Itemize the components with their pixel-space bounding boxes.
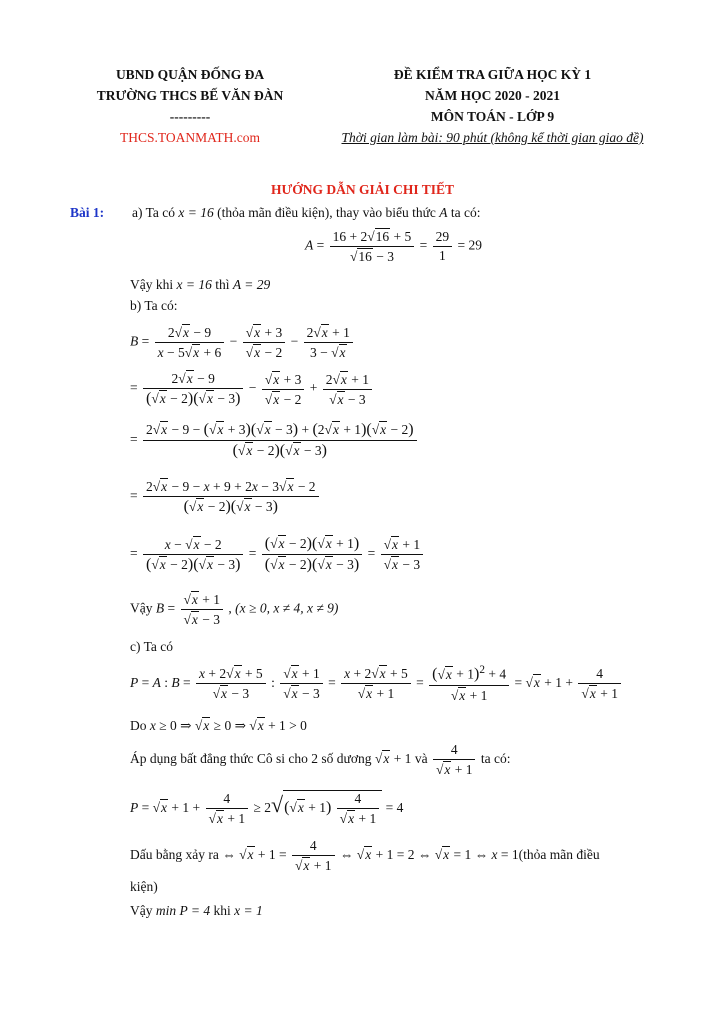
part-c-expression: P = A : B = x + 2√ x + 5 √ x − 3 : √ x + 1 √ x − 3 = x + 2√ x + 5 √ x + 1 = (√ x + 1)$^2$ + 4 √ x + 1 = √ x + 1 + 4 √ x + 1 (130, 664, 623, 704)
part-b-step2: = $\frac{2√ x - 9}{(√ x - 2)(√ x - 3)}$ − √ x + 3 √ x − 2 + 2√ x + 1 √ x − 3 (130, 370, 374, 408)
part-a-conclusion: Vậy khi x = 16 thì A = 29 (130, 277, 271, 292)
problem-label: Bài 1: (70, 205, 105, 220)
school-year: NĂM HỌC 2020 - 2021 (425, 88, 560, 103)
part-c-conclusion: Vậy min P = 4 khi x = 1 (130, 903, 263, 918)
part-b-step1: B = $\frac{2√ x - 9}{x - 5√ x + 6}$ − √ x + 3 √ x − 2 − $\frac{2√ x + 1}{3 - √ x}$ (130, 324, 355, 361)
x-value: x = 16 (178, 205, 214, 220)
part-b-intro: b) Ta có: (130, 298, 178, 313)
part-c-equality-cont: kiện) (130, 879, 158, 894)
part-a-formula: A = 16 + 2√ 16 + 5 √ 16 − 3 = $\frac{29}{1}$ = 29 (305, 228, 482, 265)
domain-condition: (x ≥ 0, x ≠ 4, x ≠ 9) (235, 600, 339, 616)
subject: MÔN TOÁN - LỚP 9 (430, 109, 555, 124)
part-b-step4: = $\frac{2√ x - 9 - x + 9 + 2x - 3√ x - 2}{(√ x - 2)(√ x - 3)}$ (130, 478, 321, 516)
part-c-equality: Dấu bằng xảy ra ⇔ √ x + 1 = 4 √ x + 1 ⇔ √ x + 1 = 2 ⇔ √ x = 1 ⇔ x = 1(thỏa mãn điều (130, 838, 600, 874)
part-c-intro: c) Ta có (130, 639, 174, 654)
website-link[interactable]: THCS.TOANMATH.com (119, 130, 260, 145)
part-b-step3: = $\frac{2√ x - 9 - (√ x + 3)(√ x - 3) + (2√ x + 1)(√ x - 2)}{(√ x - 2)(√ x - 3)}$ (130, 421, 419, 460)
time-limit: Thời gian làm bài: 90 phút (không kể thời gian giao đề) (341, 130, 644, 145)
school-name: TRƯỜNG THCS BẾ VĂN ĐÀN (96, 88, 284, 103)
header-divider: --------- (169, 109, 211, 124)
district-name: UBND QUẬN ĐỐNG ĐA (115, 67, 265, 82)
part-b-step5: = $\frac{x - √ x - 2}{(√ x - 2)(√ x - 3)}$ = $\frac{(√ x - 2)(√ x + 1)}{(√ x - 2)(√ x - 3)}$ = √ x + 1 √ x − 3 (130, 535, 425, 574)
part-a-intro: a) Ta có x = 16 (thỏa mãn điều kiện), thay vào biểu thức A ta có: (132, 205, 481, 220)
part-c-cosi: Áp dụng bất đẳng thức Cô si cho 2 số dương √ x + 1 và 4 √ x + 1 ta có: (130, 742, 510, 778)
part-c-inequality: P = √ x + 1 + 4 √ x + 1 ≥ 2√ (√ x + 1) 4 √ x + 1 = 4 (130, 790, 403, 827)
part-c-do: Do x ≥ 0 ⇒ √ x ≥ 0 ⇒ √ x + 1 > 0 (130, 717, 307, 734)
solution-title: HƯỚNG DẪN GIẢI CHI TIẾT (270, 182, 455, 197)
school-header (60, 64, 320, 148)
min-value: min P = 4 (155, 903, 211, 918)
exam-title: ĐỀ KIỂM TRA GIỮA HỌC KỲ 1 (393, 67, 592, 82)
part-b-conclusion: Vậy B = √ x + 1 √ x − 3 , (x ≥ 0, x ≠ 4, x ≠ 9) (130, 591, 338, 628)
exam-header (300, 64, 685, 148)
